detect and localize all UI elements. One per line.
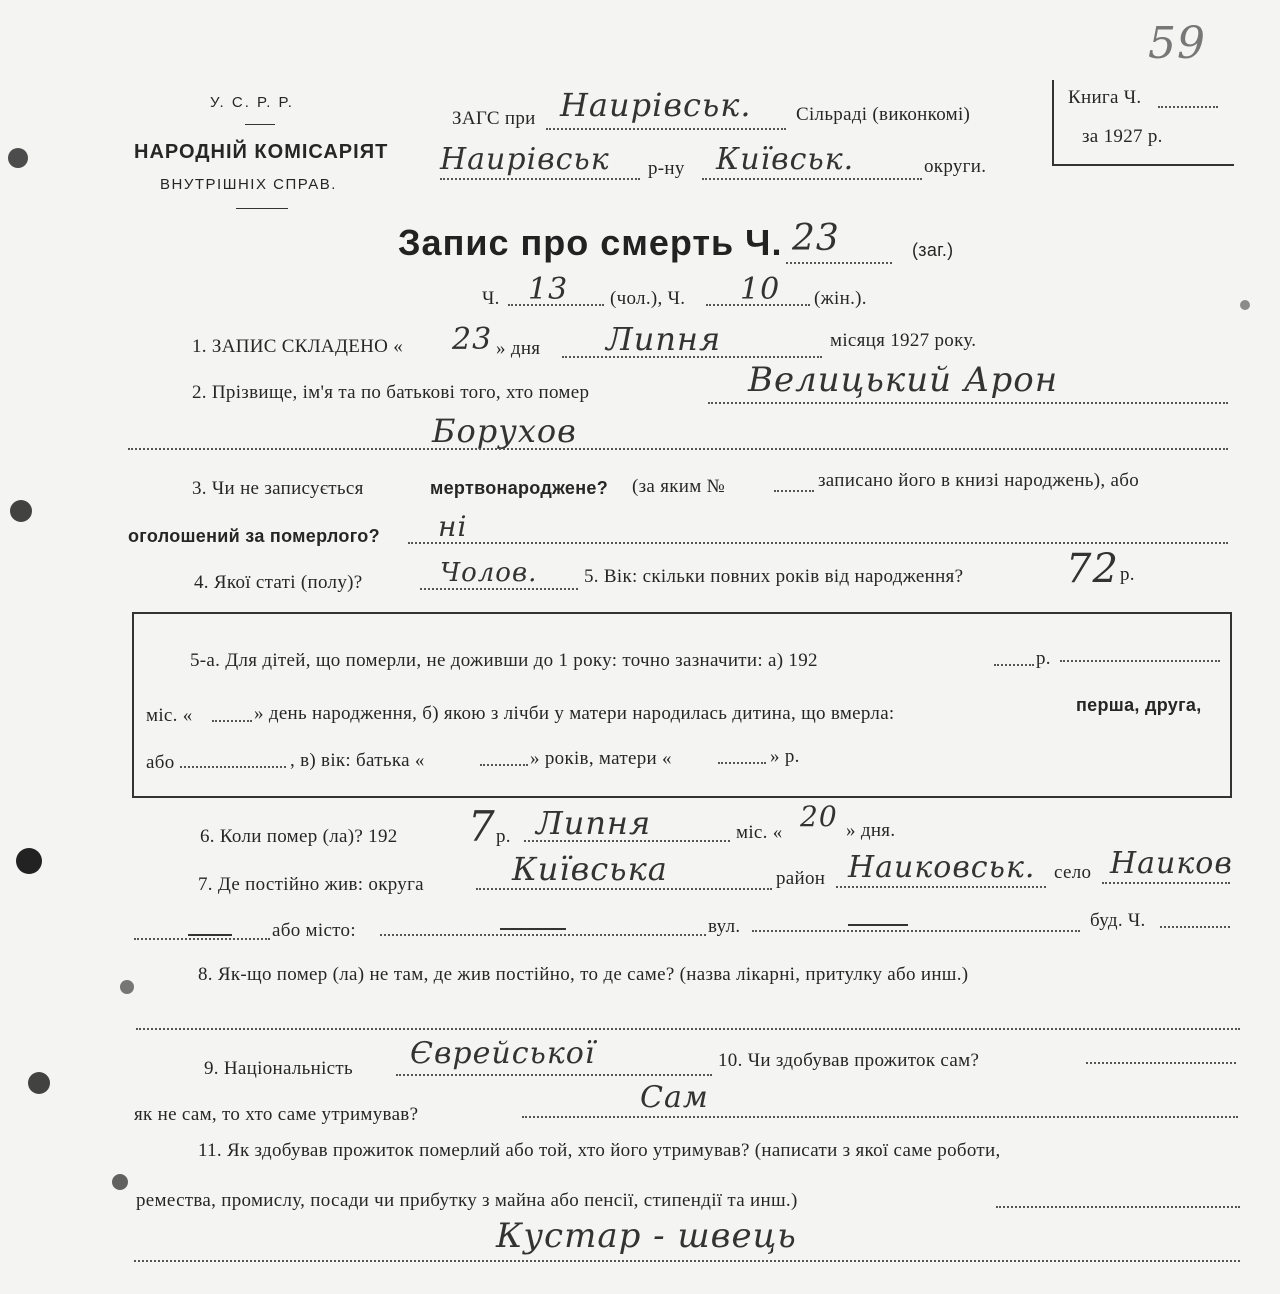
item9-label: 9. Національність bbox=[204, 1058, 353, 1079]
record-number-line bbox=[786, 262, 892, 264]
okruha-line bbox=[702, 178, 922, 180]
header-internal-affairs: ВНУТРІШНІХ СПРАВ. bbox=[160, 176, 337, 193]
item4-sex-line bbox=[420, 588, 578, 590]
item5-age-unit: р. bbox=[1120, 564, 1135, 585]
okruha-label: округи. bbox=[924, 156, 987, 177]
item7-house-line bbox=[1160, 926, 1230, 928]
item5a-father-line bbox=[480, 764, 528, 766]
corner-number: 59 bbox=[1148, 18, 1206, 69]
okruha-value: Київськ. bbox=[716, 142, 855, 177]
female-count: 10 bbox=[740, 272, 781, 307]
item6-r: р. bbox=[496, 826, 511, 847]
item11-line2-tail bbox=[996, 1206, 1240, 1208]
female-label: (жін.). bbox=[814, 288, 867, 309]
item2-label: 2. Прізвище, ім'я та по батькові того, хто помер bbox=[192, 382, 590, 403]
item10-line bbox=[1086, 1062, 1236, 1064]
item6-month: Липня bbox=[536, 804, 652, 842]
item3-line1d: записано його в книзі народжень), або bbox=[818, 470, 1139, 491]
item5a-line1-end: р. bbox=[1036, 648, 1051, 669]
header-commissariat: НАРОДНІЙ КОМІСАРІЯТ bbox=[134, 141, 389, 163]
item7-raion-line bbox=[836, 886, 1046, 888]
item3-answer-line bbox=[408, 542, 1228, 544]
item5a-line2b: » день народження, б) якою з лічби у матери народилась дитина, що вмерла: bbox=[254, 703, 895, 724]
item7-city-line bbox=[380, 934, 706, 936]
record-number: 23 bbox=[792, 218, 840, 259]
item5a-mother-line bbox=[718, 762, 766, 764]
item5-age-label: 5. Вік: скільки повних років від народження? bbox=[584, 566, 964, 587]
item11-answer-line bbox=[134, 1260, 1240, 1262]
item3-line1c: (за яким № bbox=[632, 476, 726, 497]
item7-line2-start bbox=[134, 938, 270, 940]
item4-sex: Чолов. bbox=[440, 558, 538, 588]
item1-prefix: 1. ЗАПИС СКЛАДЕНО « bbox=[192, 336, 404, 357]
item11-line2: ремества, промислу, посади чи прибутку з майна або пенсії, стипендії та инш.) bbox=[136, 1190, 798, 1211]
item5a-line1-tail bbox=[1060, 660, 1220, 662]
item7-street-label: вул. bbox=[708, 916, 741, 937]
item10-answer-line bbox=[522, 1116, 1238, 1118]
record-title: Запис про смерть Ч. bbox=[398, 222, 783, 263]
item7-raion-label: район bbox=[776, 868, 826, 889]
item6-label: 6. Коли помер (ла)? 192 bbox=[200, 826, 398, 847]
item1-month: Липня bbox=[606, 320, 722, 358]
book-number-label: Книга Ч. bbox=[1068, 87, 1142, 108]
female-count-line bbox=[706, 304, 810, 306]
item10-line2: як не сам, то хто саме утримував? bbox=[134, 1104, 419, 1125]
zags-suffix: Сільраді (виконкомі) bbox=[796, 104, 971, 125]
item5a-line2a: міс. « bbox=[146, 705, 193, 726]
header-ussr: У. С. Р. Р. bbox=[210, 94, 294, 111]
item6-dnia: » дня. bbox=[846, 820, 896, 841]
item11-answer: Кустар - швець bbox=[496, 1216, 797, 1256]
item5a-year-line bbox=[994, 664, 1034, 666]
zags-village: Наирівськ. bbox=[560, 86, 752, 124]
item8-label: 8. Як-що помер (ла) не там, де жив постійно, то де саме? (назва лікарні, притулку або инш.) bbox=[198, 964, 969, 985]
item4-label: 4. Якої статі (полу)? bbox=[194, 572, 363, 593]
item7-selo-label: село bbox=[1054, 862, 1092, 883]
item5a-line3c: » років, матери « bbox=[530, 748, 672, 769]
punch-hole bbox=[28, 1072, 50, 1094]
item5a-other-line bbox=[180, 766, 286, 768]
item3-number-line bbox=[774, 490, 814, 492]
item5a-line2c: перша, друга, bbox=[1076, 695, 1202, 715]
male-label: (чол.), Ч. bbox=[610, 288, 686, 309]
item5a-month-line bbox=[212, 720, 252, 722]
item7-city-label: або місто: bbox=[272, 920, 356, 941]
punch-hole bbox=[112, 1174, 128, 1190]
item3-declared-dead: оголошений за померлого? bbox=[128, 526, 380, 546]
item7-selo-line bbox=[1102, 882, 1230, 884]
item7-selo: Наиков bbox=[1110, 846, 1233, 881]
item3-line1a: 3. Чи не записується bbox=[192, 478, 364, 499]
item6-year-digit: 7 bbox=[468, 802, 496, 851]
item5a-line3b: , в) вік: батька « bbox=[290, 750, 425, 771]
item2-surname-line bbox=[708, 402, 1228, 404]
punch-hole bbox=[120, 980, 134, 994]
item9-line bbox=[396, 1074, 712, 1076]
book-number-line bbox=[1158, 106, 1218, 108]
rnu-line bbox=[440, 178, 640, 180]
item1-suffix: місяця 1927 року. bbox=[830, 330, 977, 351]
punch-hole bbox=[1240, 300, 1250, 310]
item1-day: 23 bbox=[452, 322, 493, 357]
item7-street-line bbox=[752, 930, 1080, 932]
item5a-line3a: або bbox=[146, 752, 175, 773]
item7-dash bbox=[500, 928, 566, 930]
item5-age: 72 bbox=[1066, 546, 1119, 592]
item1-month-line bbox=[562, 356, 822, 358]
item2-patronymic-line bbox=[128, 448, 1228, 450]
item3-answer: ні bbox=[438, 510, 468, 543]
rnu-district: Наирівськ bbox=[440, 142, 610, 177]
item7-okruha: Київська bbox=[512, 850, 668, 888]
item7-okruha-line bbox=[476, 888, 772, 890]
punch-hole bbox=[16, 848, 42, 874]
item10-answer: Сам bbox=[640, 1080, 709, 1115]
rnu-label: р-ну bbox=[648, 158, 685, 179]
zags-village-line bbox=[546, 128, 786, 130]
item2-surname: Велицький Арон bbox=[748, 360, 1059, 400]
item7-label: 7. Де постійно жив: округа bbox=[198, 874, 424, 895]
item7-raion: Наиковськ. bbox=[848, 850, 1036, 885]
book-year: за 1927 р. bbox=[1082, 126, 1163, 147]
item5a-line3d: » р. bbox=[770, 746, 800, 767]
item6-day: 20 bbox=[800, 800, 838, 833]
male-count-line bbox=[508, 304, 604, 306]
header-rule bbox=[245, 124, 275, 125]
punch-hole bbox=[8, 148, 28, 168]
item6-mis: міс. « bbox=[736, 822, 783, 843]
zags-prefix: ЗАГС при bbox=[452, 108, 536, 129]
male-count: 13 bbox=[528, 272, 569, 307]
record-total-label: (заг.) bbox=[912, 240, 954, 260]
item6-month-line bbox=[524, 840, 730, 842]
item3-stillborn: мертвонароджене? bbox=[430, 478, 608, 498]
item8-line bbox=[136, 1028, 1240, 1030]
item7-dash bbox=[848, 924, 908, 926]
item7-dash bbox=[188, 934, 232, 936]
item1-mid: » дня bbox=[496, 338, 541, 359]
item7-house-label: буд. Ч. bbox=[1090, 910, 1146, 931]
punch-hole bbox=[10, 500, 32, 522]
item11-line1: 11. Як здобував прожиток померлий або той, хто його утримував? (написати з якої саме роботи, bbox=[198, 1140, 1001, 1161]
item5a-line1: 5-а. Для дітей, що померли, не доживши до 1 року: точно зазначити: а) 192 bbox=[190, 650, 818, 671]
item10-question: 10. Чи здобував прожиток сам? bbox=[718, 1050, 980, 1071]
header-rule bbox=[236, 208, 288, 209]
item2-patronymic: Борухов bbox=[432, 412, 577, 450]
item9-nationality: Єврейської bbox=[410, 1036, 596, 1071]
ch-label: Ч. bbox=[482, 288, 500, 309]
